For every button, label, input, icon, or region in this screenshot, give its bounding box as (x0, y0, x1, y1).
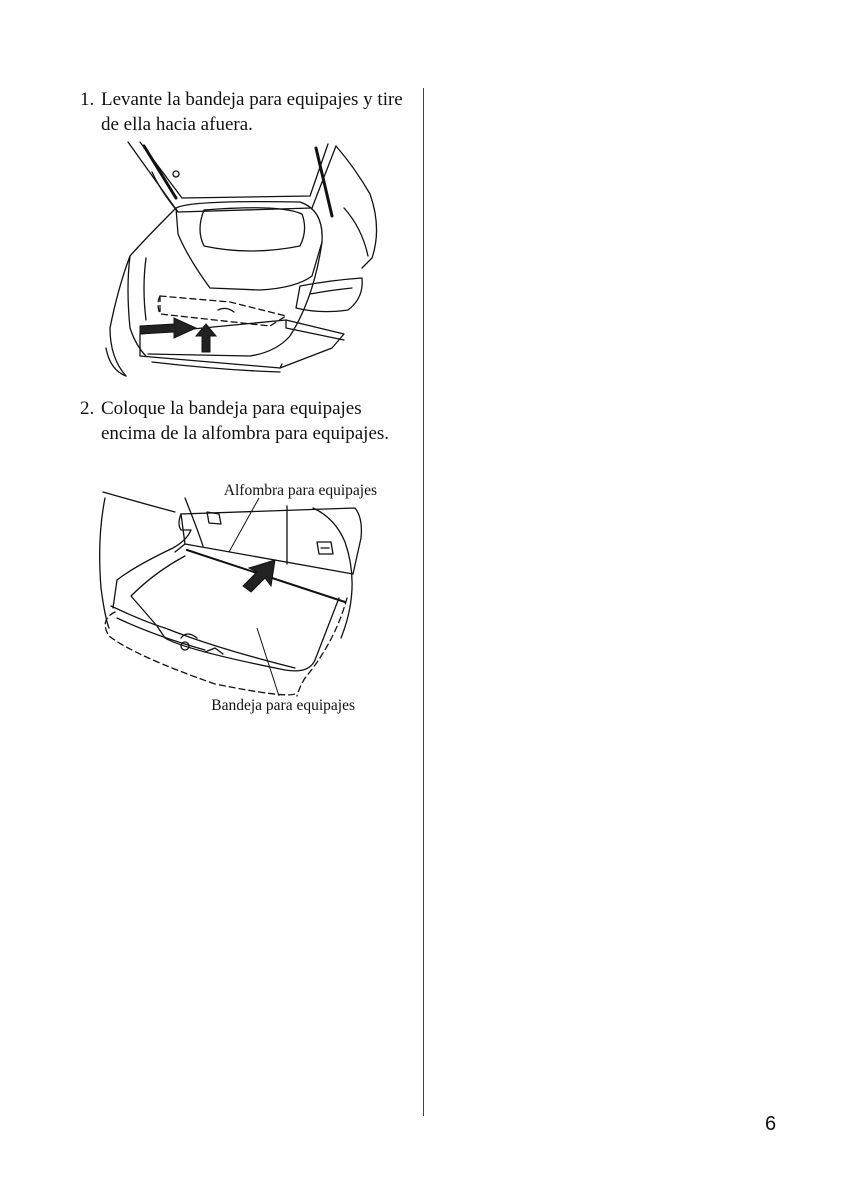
label-luggage-tray: Bandeja para equipajes (211, 697, 355, 714)
step-text: Levante la bandeja para equipajes y tire de ella hacia afuera. (101, 89, 403, 135)
step-text: Coloque la bandeja para equipajes encima de la alfombra para equipajes. (101, 398, 390, 444)
step-2 (80, 396, 410, 446)
step-number: 2. (80, 398, 95, 419)
column-divider (423, 88, 424, 1116)
trunk-tray-lift-illustration (100, 138, 390, 383)
tray-on-carpet-illustration (95, 478, 395, 718)
label-luggage-carpet: Alfombra para equipajes (223, 482, 377, 499)
step-number: 1. (80, 89, 95, 110)
step-1 (80, 87, 410, 137)
page-number: 6 (765, 1113, 777, 1135)
